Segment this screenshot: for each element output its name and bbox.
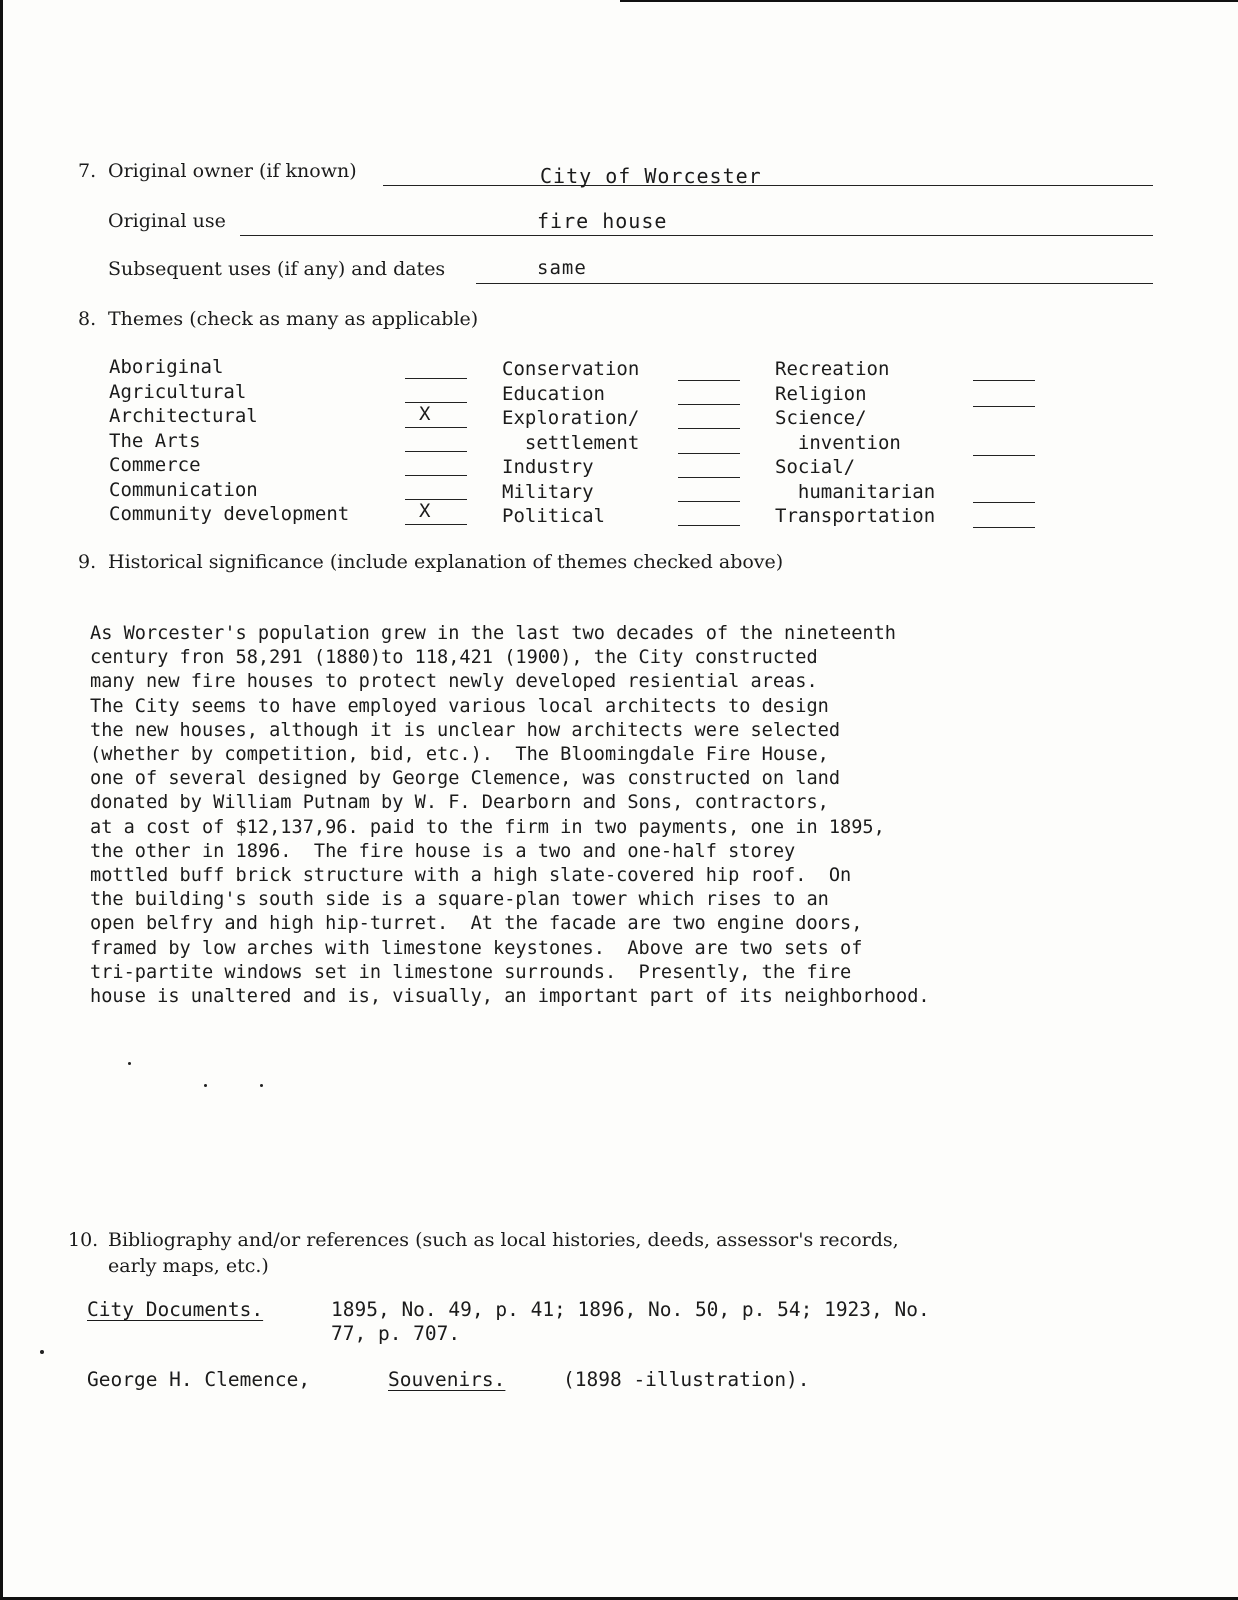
item10-number: 10. <box>68 1229 99 1251</box>
community-development-check-mark: X <box>419 500 431 522</box>
theme-recreation: Recreation <box>775 358 890 380</box>
theme-exploration: Exploration/ <box>502 407 640 429</box>
original-owner-value: City of Worcester <box>540 164 762 188</box>
theme-blank[interactable] <box>405 451 467 452</box>
significance-line: at a cost of $12,137,96. paid to the firm in two payments, one in 1895, <box>90 816 885 838</box>
theme-architectural: Architectural <box>109 405 258 427</box>
theme-industry: Industry <box>502 456 594 478</box>
architectural-check-mark: X <box>419 403 431 425</box>
original-owner-label: Original owner (if known) <box>108 160 357 182</box>
theme-education: Education <box>502 382 605 405</box>
significance-line: house is unaltered and is, visually, an important part of its neighborhood. <box>90 986 930 1008</box>
item8-number: 8. <box>78 308 97 330</box>
theme-agricultural: Agricultural <box>109 380 247 403</box>
theme-the-arts: The Arts <box>109 429 201 452</box>
scan-speck <box>128 1062 131 1065</box>
scan-speck <box>260 1084 263 1087</box>
significance-line: many new fire houses to protect newly developed resiential areas. <box>90 671 818 693</box>
theme-blank[interactable] <box>678 477 740 478</box>
significance-line: mottled buff brick structure with a high slate-covered hip roof. On <box>90 865 852 887</box>
themes-column-3 <box>775 357 935 529</box>
theme-exploration-settlement: settlement <box>502 431 640 454</box>
subsequent-uses-line <box>476 283 1153 284</box>
reference-city-documents-citation-continued: 77, p. 707. <box>331 1322 461 1345</box>
theme-blank[interactable] <box>678 501 740 502</box>
item7-number: 7. <box>78 160 97 182</box>
bibliography-label: Bibliography and/or references (such as local histories, deeds, assessor's records, <box>108 1229 899 1251</box>
theme-blank[interactable] <box>405 402 467 403</box>
scan-speck <box>204 1084 207 1087</box>
theme-aboriginal: Aboriginal <box>109 356 224 378</box>
significance-line: open belfry and high hip-turret. At the facade are two engine doors, <box>90 913 863 935</box>
theme-blank[interactable] <box>678 428 740 429</box>
original-use-line <box>240 235 1153 236</box>
scan-edge-left <box>0 0 3 1600</box>
theme-blank[interactable] <box>405 427 467 428</box>
original-owner-line <box>383 185 1153 186</box>
scan-speck <box>40 1350 44 1354</box>
significance-line: the other in 1896. The fire house is a two and one-half storey <box>90 840 796 862</box>
theme-blank[interactable] <box>973 455 1035 456</box>
theme-political: Political <box>502 505 605 527</box>
theme-blank[interactable] <box>678 404 740 405</box>
theme-commerce: Commerce <box>109 454 201 476</box>
reference-clemence-author: George H. Clemence, <box>87 1368 311 1391</box>
significance-line: the building's south side is a square-plan tower which rises to an <box>90 889 829 911</box>
theme-blank[interactable] <box>678 525 740 526</box>
significance-line: The City seems to have employed various local architects to design <box>90 695 829 717</box>
theme-blank[interactable] <box>973 527 1035 528</box>
subsequent-uses-label: Subsequent uses (if any) and dates <box>108 258 446 280</box>
scan-edge-top <box>620 0 1238 2</box>
theme-blank[interactable] <box>405 378 467 379</box>
significance-line: one of several designed by George Clemence, was constructed on land <box>90 768 841 790</box>
theme-blank[interactable] <box>405 475 467 476</box>
historical-significance-label: Historical significance (include explanation of themes checked above) <box>108 551 784 573</box>
reference-clemence-title: Souvenirs. <box>388 1368 506 1391</box>
historical-significance-text <box>90 622 1200 1009</box>
theme-social-humanitarian: humanitarian <box>775 480 936 503</box>
theme-blank[interactable] <box>973 406 1035 407</box>
theme-conservation: Conservation <box>502 358 640 380</box>
theme-blank[interactable] <box>973 380 1035 381</box>
theme-science: Science/ <box>775 407 867 429</box>
significance-line: tri-partite windows set in limestone surrounds. Presently, the fire <box>90 961 852 983</box>
significance-line: (whether by competition, bid, etc.). The Bloomingdale Fire House, <box>90 744 829 766</box>
theme-blank[interactable] <box>405 499 467 500</box>
reference-clemence-note: (1898 -illustration). <box>563 1368 810 1391</box>
theme-military: Military <box>502 480 594 503</box>
theme-communication: Communication <box>109 478 258 501</box>
theme-religion: Religion <box>775 382 867 405</box>
theme-social: Social/ <box>775 456 856 478</box>
reference-city-documents-title: City Documents. <box>87 1298 264 1321</box>
original-use-label: Original use <box>108 210 226 232</box>
significance-line: century fron 58,291 (1880)to 118,421 (1900), the City constructed <box>90 647 818 669</box>
themes-column-2 <box>502 357 639 529</box>
themes-label: Themes (check as many as applicable) <box>108 308 479 330</box>
significance-line: As Worcester's population grew in the last two decades of the nineteenth <box>90 623 896 644</box>
themes-column-1 <box>109 355 349 527</box>
significance-line: the new houses, although it is unclear how architects were selected <box>90 719 841 741</box>
theme-blank[interactable] <box>678 380 740 381</box>
bibliography-label-continued: early maps, etc.) <box>108 1255 269 1277</box>
theme-blank[interactable] <box>405 524 467 525</box>
theme-blank[interactable] <box>678 453 740 454</box>
original-use-value: fire house <box>537 209 668 233</box>
theme-community-development: Community development <box>109 503 350 525</box>
reference-city-documents-citation: 1895, No. 49, p. 41; 1896, No. 50, p. 54; 1923, No. <box>331 1298 930 1321</box>
theme-blank[interactable] <box>973 502 1035 503</box>
theme-transportation: Transportation <box>775 505 936 527</box>
subsequent-uses-value: same <box>537 257 587 279</box>
significance-line: framed by low arches with limestone keystones. Above are two sets of <box>90 937 863 959</box>
theme-science-invention: invention <box>775 431 901 454</box>
significance-line: donated by William Putnam by W. F. Dearborn and Sons, contractors, <box>90 792 829 814</box>
item9-number: 9. <box>78 551 97 573</box>
